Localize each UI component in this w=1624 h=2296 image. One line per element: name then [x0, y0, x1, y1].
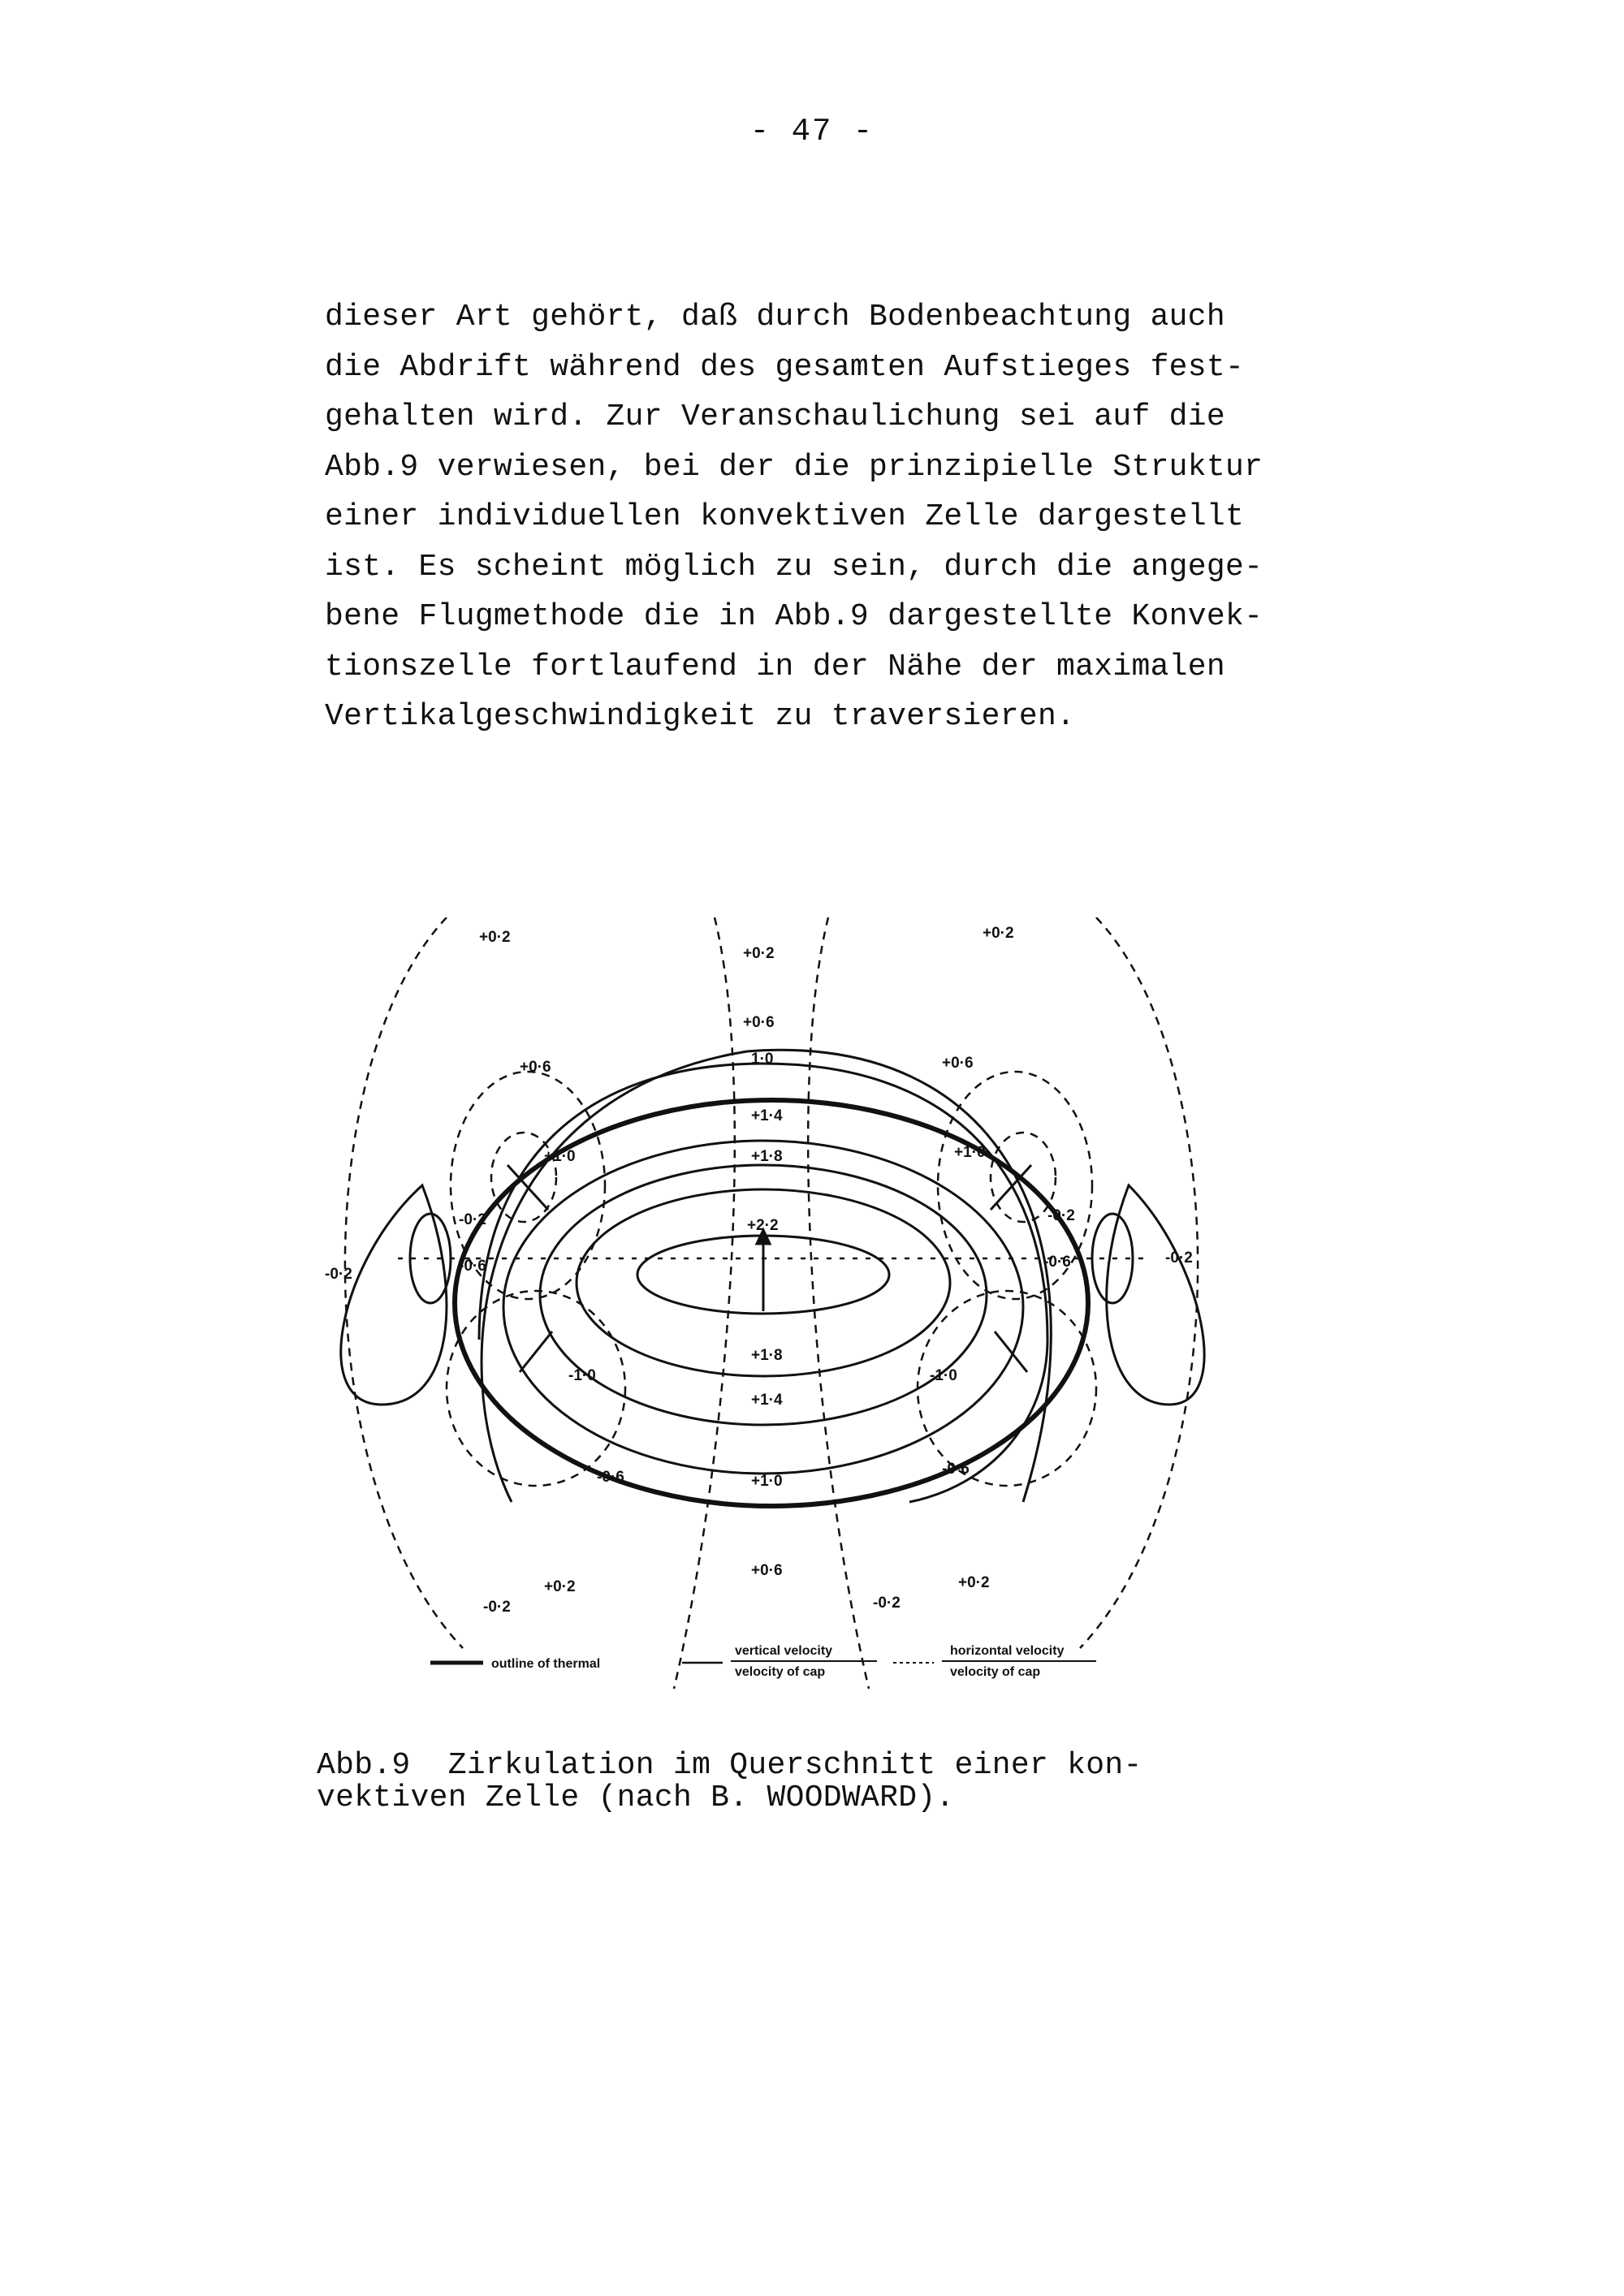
label-right-p10: +1·0 [954, 1144, 986, 1161]
label-left-p10: +1·0 [544, 1148, 576, 1165]
legend-vertical-den: velocity of cap [735, 1665, 826, 1679]
label-left-m10: -1·0 [568, 1367, 596, 1384]
label-top-left-02: +0·2 [479, 929, 511, 946]
label-bottom-right-m06: -0·6 [942, 1461, 970, 1478]
convective-cell-figure [292, 917, 1267, 1689]
label-left-m02-inner: -0·2 [459, 1211, 486, 1228]
label-bottom-left-m02: -0·2 [483, 1599, 511, 1616]
caption-line: vektiven Zelle (nach B. WOODWARD). [317, 1780, 955, 1815]
label-bottom-right-m02: -0·2 [873, 1595, 901, 1612]
body-line: Vertikalgeschwindigkeit zu traversieren. [325, 699, 1076, 734]
page-number: - 47 - [749, 114, 875, 149]
caption-line: Abb.9 Zirkulation im Querschnitt einer kon- [317, 1748, 1142, 1783]
body-line: tionszelle fortlaufend in der Nähe der maximalen [325, 649, 1225, 684]
label-low-14: +1·4 [751, 1392, 783, 1409]
label-p14: +1·4 [751, 1107, 783, 1124]
label-right-p06: +0·6 [942, 1055, 974, 1072]
label-left-p06: +0·6 [520, 1059, 551, 1076]
label-p18: +1·8 [751, 1148, 783, 1165]
body-line: bene Flugmethode die in Abb.9 dargestellte Konvek- [325, 599, 1263, 634]
body-line: dieser Art gehört, daß durch Bodenbeachtung auch [325, 300, 1225, 334]
label-left-m06: -0·6 [459, 1258, 486, 1275]
label-low-18: +1·8 [751, 1347, 783, 1364]
label-far-right-m02: -0·2 [1165, 1249, 1193, 1267]
legend-horizontal-den: velocity of cap [950, 1665, 1041, 1679]
label-right-m06: -0·6 [1043, 1254, 1071, 1271]
label-far-left-m02: -0·2 [325, 1266, 352, 1283]
body-line: ist. Es scheint möglich zu sein, durch die angege- [325, 549, 1263, 585]
label-low-06: +0·6 [751, 1562, 783, 1579]
label-p06: +0·6 [743, 1014, 775, 1031]
left-loop-06 [410, 1214, 451, 1303]
label-bottom-right-p02: +0·2 [958, 1574, 990, 1591]
body-line: gehalten wird. Zur Veranschaulichung sei auf die [325, 399, 1225, 434]
body-line: die Abdrift während des gesamten Aufstieges fest- [325, 349, 1245, 385]
legend-horizontal-num: horizontal velocity [950, 1644, 1065, 1658]
label-top-right-02: +0·2 [983, 925, 1014, 942]
label-bottom-left-p02: +0·2 [544, 1578, 576, 1595]
label-p22: +2·2 [747, 1217, 779, 1234]
legend-outline: outline of thermal [491, 1657, 601, 1671]
circulation-diagram [292, 917, 1267, 1689]
label-top-center-02: +0·2 [743, 945, 775, 962]
label-right-m02-inner: -0·2 [1047, 1207, 1075, 1224]
label-right-m10: -1·0 [930, 1367, 957, 1384]
label-bottom-left-m06: -0·6 [597, 1469, 624, 1486]
legend-vertical-num: vertical velocity [735, 1644, 833, 1658]
left-loop-02 [341, 1185, 447, 1405]
label-p10: 1·0 [751, 1051, 774, 1068]
figure-caption [317, 1750, 1372, 1815]
body-line: einer individuellen konvektiven Zelle dargestellt [325, 499, 1245, 534]
label-low-10: +1·0 [751, 1473, 783, 1490]
body-line: Abb.9 verwiesen, bei der die prinzipielle Struktur [325, 449, 1263, 485]
body-paragraph [325, 292, 1380, 742]
